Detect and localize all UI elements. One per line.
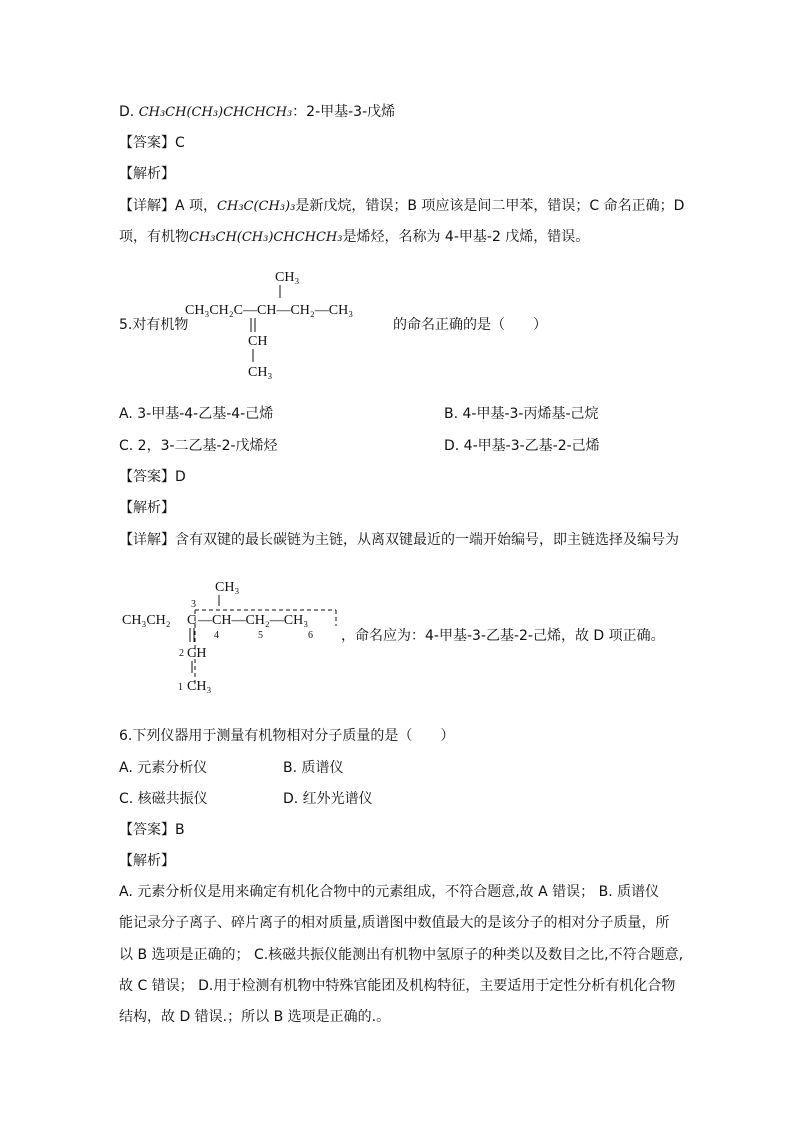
q5-option-d: D. 4-甲基-3-乙基-2-己烯: [444, 438, 600, 454]
q6-answer: 【答案】B: [119, 822, 185, 838]
carbon-number-1: 1: [178, 682, 183, 693]
q6-option-d: D. 红外光谱仪: [283, 791, 373, 807]
q4-detail-text: 项，有机物: [119, 229, 189, 245]
struct-c3: C: [187, 613, 197, 628]
carbon-number-5: 5: [258, 630, 263, 641]
q5-stem-suffix: 的命名正确的是（ ）: [393, 317, 547, 333]
struct-left-group: CH₃CH₂: [122, 613, 171, 628]
struct-branch-ch3: CH₃: [248, 365, 273, 380]
q6-option-b: B. 质谱仪: [283, 760, 344, 776]
struct-branch-ch3: CH₃: [187, 679, 212, 694]
q4-detail-line-2: [119, 227, 589, 248]
q6-stem: 6.下列仪器用于测量有机物相对分子质量的是（ ）: [119, 728, 455, 744]
q6-option-a: A. 元素分析仪: [119, 760, 208, 776]
q5-conclusion: ，命名应为：4-甲基-3-乙基-2-己烯，故 D 项正确。: [341, 628, 665, 644]
q4-detail-text: 【详解】A 项，: [119, 198, 218, 214]
q6-analysis-title: 【解析】: [119, 853, 175, 869]
carbon-number-3: 3: [191, 599, 196, 610]
q5-stem-prefix: 5.对有机物: [119, 317, 189, 333]
q6-analysis-line: 故 C 错误； D.用于检测有机物中特殊官能团及机构特征，主要适用于定性分析有机化合物: [119, 978, 676, 994]
q4-detail-line-1: [119, 196, 684, 217]
struct-top-methyl: CH₃: [275, 270, 300, 285]
struct-main-rest: —CH—CH₂—CH₃: [198, 613, 309, 628]
struct-main-chain: CH₃CH₂C—CH—CH₂—CH₃: [185, 303, 354, 318]
q4-answer: 【答案】C: [119, 135, 185, 151]
q4-option-d-name: ：2-甲基-3-戊烯: [292, 104, 396, 120]
q6-analysis-line: 结构，故 D 错误.；所以 B 选项是正确的.。: [119, 1009, 391, 1025]
struct-branch-ch: CH: [187, 646, 207, 661]
struct-top-methyl: CH₃: [215, 580, 240, 595]
q5-numbered-structure: [118, 574, 348, 698]
q4-option-d-formula: CH₃CH(CH₃)CHCHCH₃: [138, 105, 293, 120]
q4-detail-formula: CH₃CH(CH₃)CHCHCH₃: [189, 230, 343, 245]
q4-detail-text: 是新戊烷，错误；B 项应该是间二甲苯，错误；C 命名正确；D: [295, 198, 685, 214]
q5-option-c: C. 2，3-二乙基-2-戊烯烃: [119, 438, 278, 454]
q4-detail-formula: CH₃C(CH₃)₃: [217, 199, 296, 214]
q6-analysis-line: 以 B 选项是正确的； C.核磁共振仪能测出有机物中氢原子的种类以及数目之比,不符合题意,: [119, 947, 684, 963]
q4-option-d: [119, 102, 395, 123]
carbon-number-6: 6: [308, 630, 313, 641]
q5-option-a: A. 3-甲基-4-乙基-4-己烯: [119, 406, 274, 422]
q6-analysis-line: A. 元素分析仪是用来确定有机化合物中的元素组成，不符合题意,故 A 错误； B. 质谱仪: [119, 884, 660, 900]
q6-option-c: C. 核磁共振仪: [119, 791, 208, 807]
q4-option-d-label: D.: [119, 104, 135, 120]
carbon-number-2: 2: [179, 648, 184, 659]
carbon-number-4: 4: [214, 630, 219, 641]
q5-analysis-title: 【解析】: [119, 500, 175, 516]
q6-analysis-line: 能记录分子离子、碎片离子的相对质量,质谱图中数值最大的是该分子的相对分子质量，所: [119, 915, 670, 931]
q4-detail-text: 是烯烃，名称为 4-甲基-2 戊烯，错误。: [342, 229, 590, 245]
q5-answer: 【答案】D: [119, 469, 186, 485]
q4-analysis-title: 【解析】: [119, 166, 175, 182]
q5-structure: [180, 262, 400, 384]
struct-branch-ch: CH: [248, 334, 268, 349]
q5-option-b: B. 4-甲基-3-丙烯基-己烷: [444, 406, 599, 422]
q5-detail: 【详解】含有双键的最长碳链为主链，从离双键最近的一端开始编号，即主链选择及编号为: [119, 532, 679, 548]
